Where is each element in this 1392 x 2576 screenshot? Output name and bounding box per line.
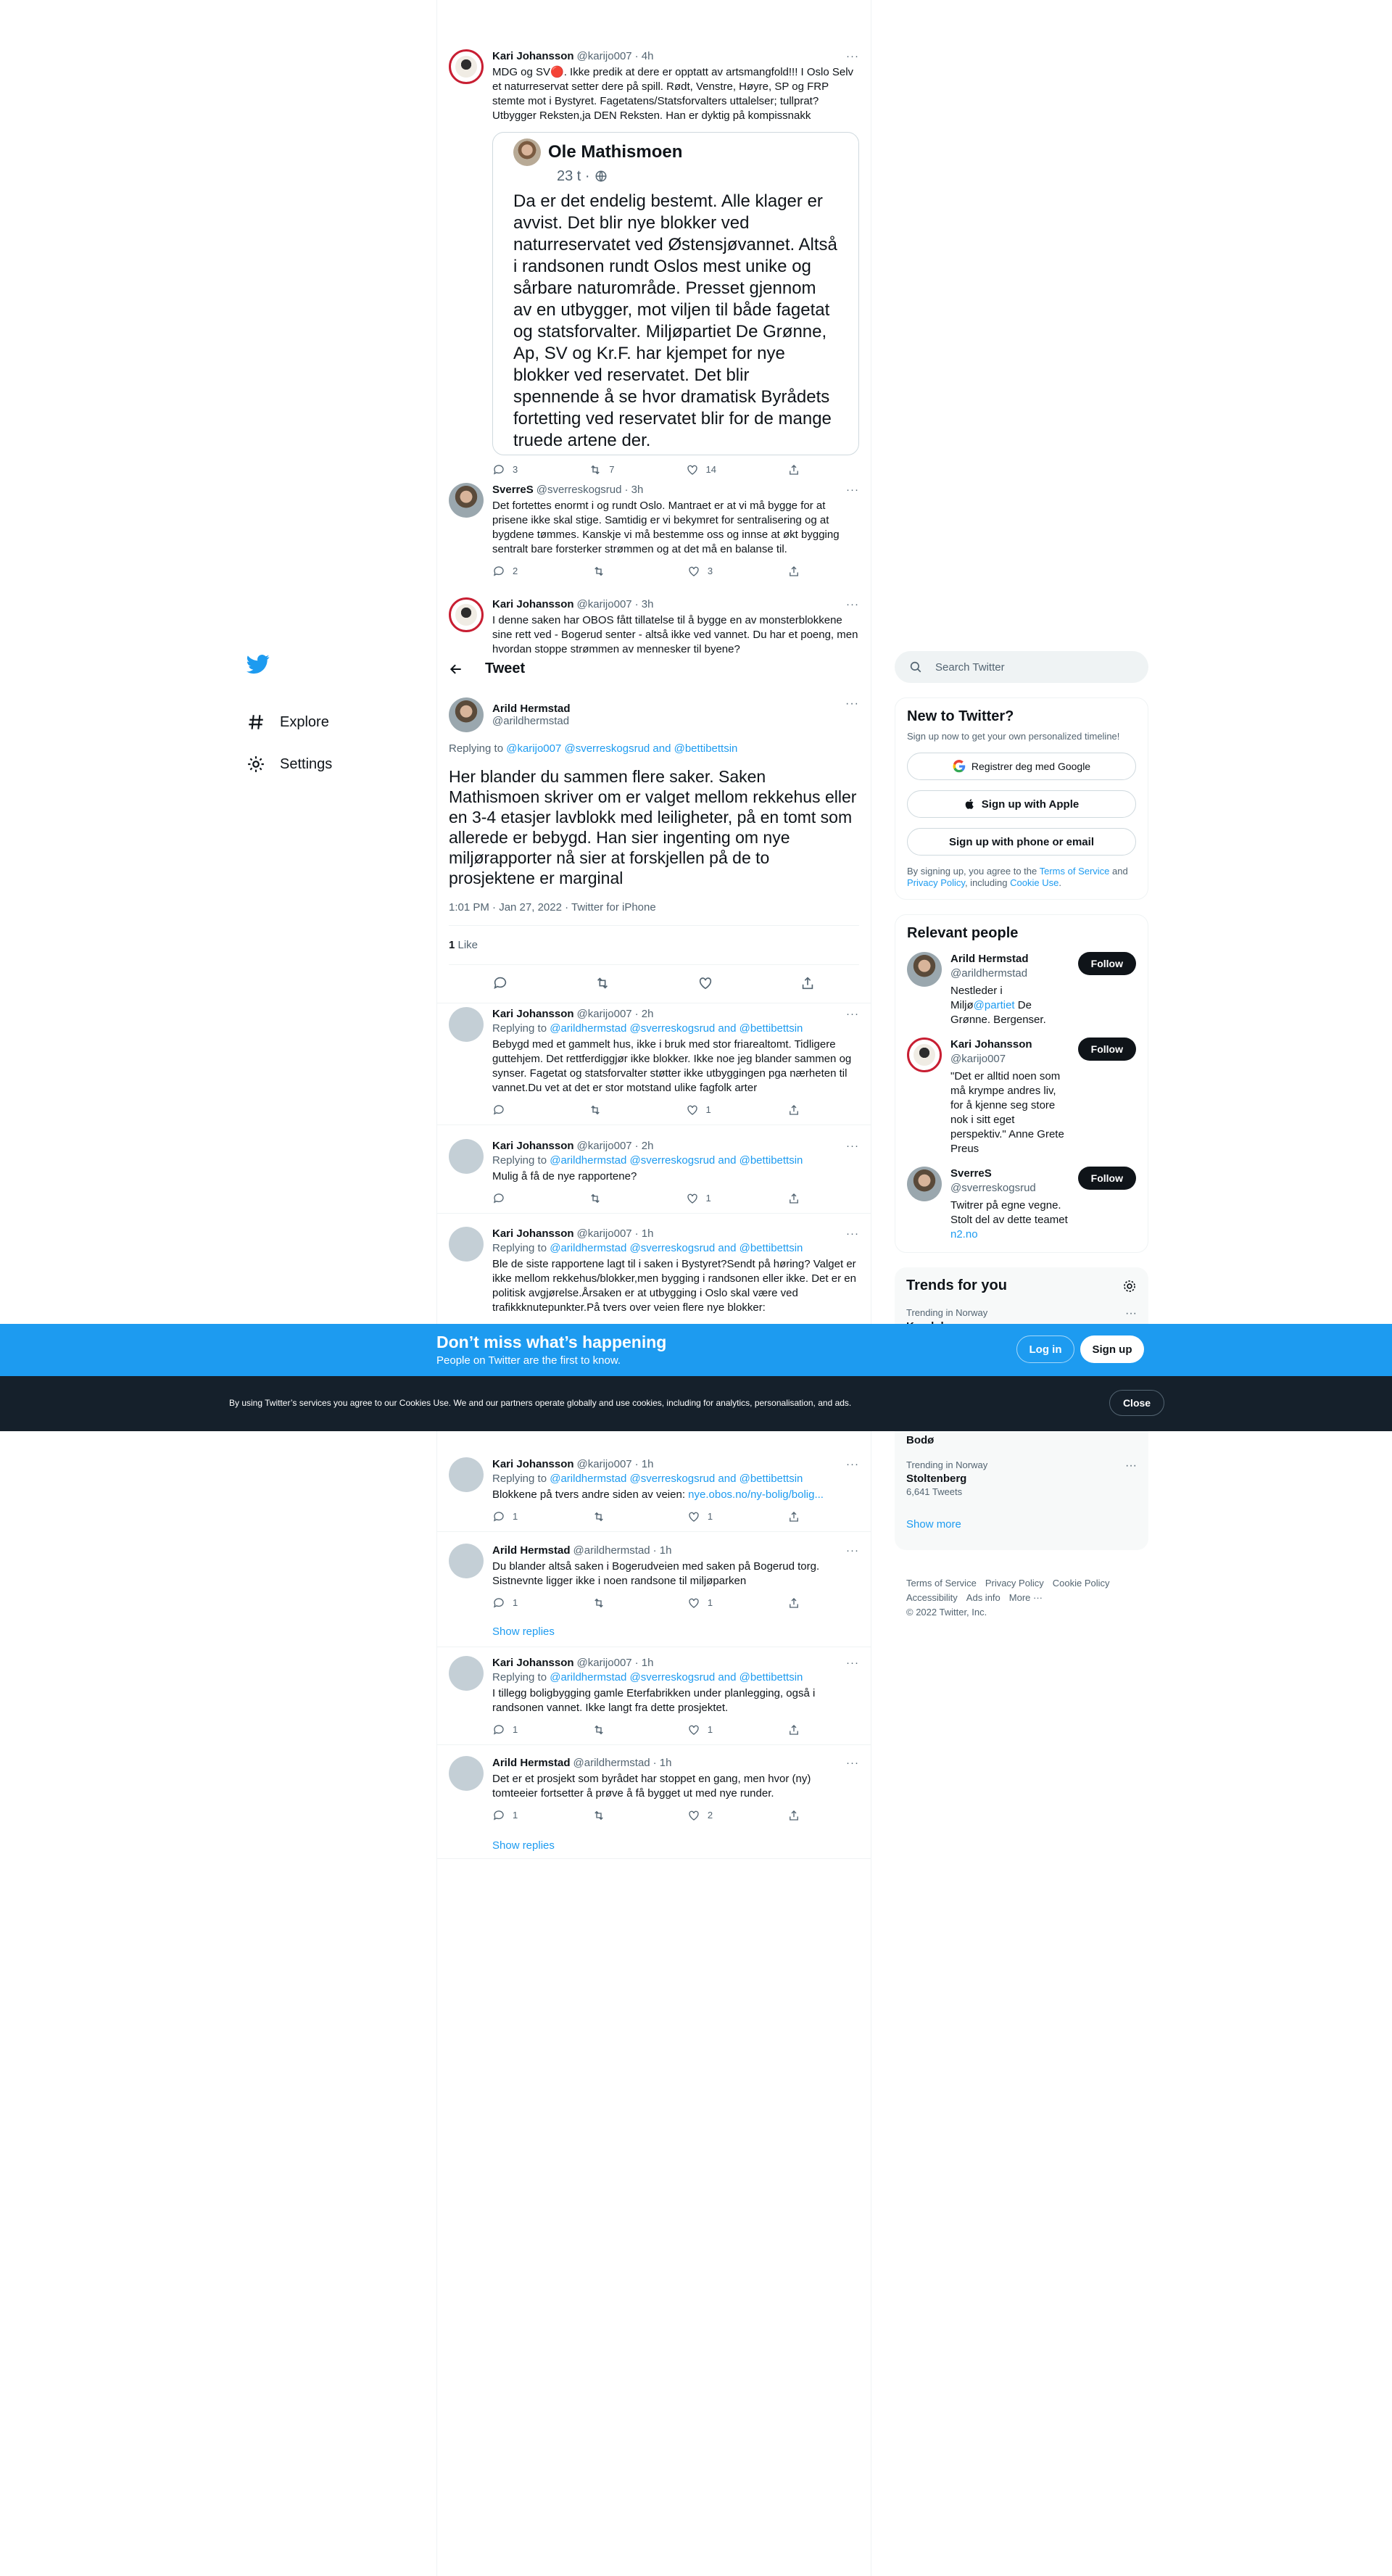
- author-handle[interactable]: @karijo007: [576, 598, 632, 610]
- person-name[interactable]: Kari Johansson: [950, 1038, 1032, 1051]
- share-icon: [787, 1809, 800, 1822]
- trend-context: Trending in Norway: [906, 1459, 988, 1470]
- author-name[interactable]: Kari Johansson: [492, 1657, 574, 1669]
- retweet-icon: [592, 1809, 605, 1822]
- author-handle[interactable]: @karijo007: [576, 1140, 632, 1152]
- nav-explore-label: Explore: [280, 713, 329, 730]
- like-button[interactable]: [686, 1103, 711, 1117]
- author-name[interactable]: Arild Hermstad: [492, 1757, 571, 1769]
- apple-signup-label: Sign up with Apple: [981, 798, 1080, 811]
- retweet-button[interactable]: [592, 1808, 613, 1823]
- person-bio: Nestleder i Miljø: [950, 985, 1003, 1011]
- reply-button[interactable]: [492, 1509, 518, 1524]
- tweet-time[interactable]: · 1h: [634, 1657, 654, 1669]
- like-count: 14: [705, 464, 716, 475]
- share-icon: [787, 1510, 800, 1523]
- author-handle[interactable]: @karijo007: [576, 1227, 632, 1240]
- heart-icon: [687, 1596, 700, 1610]
- gear-icon[interactable]: [1122, 1279, 1137, 1293]
- heart-icon: [687, 565, 700, 578]
- avatar[interactable]: [449, 697, 484, 732]
- tweet-text: Ble de siste rapportene lagt til i saken i Bystyret?Sendt på høring? Valget er ikke mellom rekkehus/blokker,men bygging i randsonen eller ikke. Det er en politisk avgjørelse.Årsaken er at utbygging i Oslo skal være ved trafikkknutepunkter.På tvers over veien flere nye blokker:: [492, 1258, 856, 1314]
- person-bio: Twitrer på egne vegne. Stolt del av dette teamet: [950, 1199, 1068, 1226]
- more-icon[interactable]: ···: [846, 1544, 859, 1557]
- replying-to-links[interactable]: @karijo007 @sverreskogsrud and @bettibettsin: [506, 742, 738, 755]
- reply-icon: [492, 1596, 505, 1610]
- panel-title: Trends for you: [906, 1277, 1007, 1293]
- author-handle[interactable]: @arildhermstad: [573, 1544, 650, 1557]
- google-icon: [953, 760, 966, 773]
- share-icon[interactable]: [800, 975, 816, 991]
- terms-text: .: [1058, 877, 1061, 888]
- footer-link[interactable]: Terms of Service: [906, 1578, 977, 1589]
- like-count: 3: [707, 566, 713, 576]
- divider: [437, 1858, 871, 1859]
- avatar[interactable]: [449, 1007, 484, 1042]
- replying-to-links[interactable]: @arildhermstad @sverreskogsrud and @bettibettsin: [550, 1671, 803, 1683]
- globe-icon: [594, 170, 608, 183]
- more-icon[interactable]: ···: [846, 598, 859, 610]
- tweet-time[interactable]: · 2h: [634, 1008, 654, 1020]
- share-button[interactable]: [787, 1103, 800, 1117]
- trend-context: Trending in Norway: [906, 1307, 988, 1318]
- retweet-button[interactable]: [589, 1103, 609, 1117]
- bio-link[interactable]: n2.no: [950, 1228, 978, 1241]
- reply-icon[interactable]: [492, 975, 508, 991]
- person-card[interactable]: [907, 1167, 1136, 1242]
- nav-settings[interactable]: [246, 743, 420, 785]
- tweet-text: Det er et prosjekt som byrådet har stoppet en gang, men hvor (ny) tomteeier fortsetter å prøve å få bygget ut med nye runder.: [492, 1773, 811, 1800]
- share-icon: [787, 1723, 800, 1736]
- show-replies-link[interactable]: Show replies: [492, 1839, 555, 1852]
- relevant-people-panel: [895, 914, 1148, 1253]
- hashtag-icon: [246, 713, 265, 732]
- more-icon[interactable]: ···: [846, 1458, 859, 1470]
- reply-tweet[interactable]: Kari Johansson @karijo007 · 1h ··· Replying to @arildhermstad @sverreskogsrud and @bettibettsin Blokkene på tvers andre siden av veien: nye.obos.no/ny-bolig/bolig... 1 1: [437, 1449, 871, 1532]
- tweet-text: Blokkene på tvers andre siden av veien:: [492, 1488, 689, 1501]
- thread-tweet[interactable]: [437, 41, 871, 484]
- tweet-time[interactable]: · 4h: [634, 50, 654, 62]
- panel-title: New to Twitter?: [907, 708, 1014, 724]
- replying-to-links[interactable]: @arildhermstad @sverreskogsrud and @bettibettsin: [550, 1242, 803, 1254]
- share-button[interactable]: [787, 1509, 800, 1524]
- author-name[interactable]: Kari Johansson: [492, 598, 574, 610]
- retweet-icon: [592, 1510, 605, 1523]
- reply-count: 1: [513, 1724, 518, 1735]
- trends-panel-continued: [895, 1431, 1148, 1550]
- like-count: 1: [707, 1511, 713, 1522]
- author-handle[interactable]: @arildhermstad: [573, 1757, 650, 1769]
- person-card[interactable]: [907, 952, 1136, 1027]
- nav-explore[interactable]: [246, 701, 420, 743]
- google-signup-button[interactable]: [907, 753, 1136, 780]
- retweet-button[interactable]: [592, 1723, 613, 1737]
- heart-icon: [687, 1723, 700, 1736]
- retweet-button[interactable]: [592, 1596, 613, 1610]
- share-button[interactable]: [787, 1191, 800, 1206]
- tweet-text: Bebygd med et gammelt hus, ikke i bruk med stor friarealtomt. Tidligere gutteh​jem. Det rettferdiggjør ikke blokker. Ikke noe jeg blander sammen og synser. Fagetat og statsforvalter støtter ikke utbyggingen pga nærheten til vannet.Du vet at det er stor motstand ulike fagfolk arter: [492, 1038, 852, 1094]
- tweet-meta[interactable]: 1:01 PM · Jan 27, 2022 · Twitter for iPhone: [449, 901, 859, 926]
- person-name[interactable]: SverreS: [950, 1167, 992, 1180]
- heart-icon[interactable]: [697, 975, 713, 991]
- retweet-count: 7: [609, 464, 615, 475]
- retweet-icon: [592, 565, 605, 578]
- show-replies-link[interactable]: Show replies: [492, 1625, 555, 1638]
- footer-link[interactable]: Cookie Policy: [1052, 1578, 1110, 1589]
- avatar[interactable]: [907, 1038, 942, 1072]
- more-icon[interactable]: ···: [846, 484, 859, 496]
- heart-icon: [687, 1809, 700, 1822]
- tweet-text: MDG og SV🔴. Ikke predik at dere er opptatt av artsmangfold!!! I Oslo Selv et naturreservat setter dere på spill. Rødt, Venstre, Høyre, SP og FRP stemte mot i Bystyret. Fagetatens/Statsforvalters uttalelser; tullprat? Utbygger Reksten,ja DEN Reksten. Han er dyktig på kompissnakk: [492, 66, 854, 122]
- quote-tweet[interactable]: [492, 132, 859, 455]
- tweet-link[interactable]: nye.obos.no/ny-bolig/bolig...: [688, 1488, 824, 1501]
- like-count: 1: [707, 1724, 713, 1735]
- reply-icon: [492, 565, 505, 578]
- author-name[interactable]: Arild Hermstad: [492, 1544, 571, 1557]
- avatar[interactable]: [449, 1544, 484, 1578]
- banner-subtitle: People on Twitter are the first to know.: [436, 1354, 621, 1367]
- banner-title: Don’t miss what’s happening: [436, 1333, 667, 1351]
- tweet-time[interactable]: · 2h: [634, 1140, 654, 1152]
- heart-icon: [686, 1103, 699, 1117]
- reply-icon: [492, 1723, 505, 1736]
- like-button[interactable]: [687, 564, 713, 579]
- like-button[interactable]: [686, 1191, 711, 1206]
- replying-to-links[interactable]: @arildhermstad @sverreskogsrud and @bettibettsin: [550, 1154, 803, 1167]
- reply-tweet[interactable]: [437, 1535, 871, 1618]
- footer-links: [895, 1576, 1148, 1620]
- avatar[interactable]: [449, 483, 484, 518]
- reply-icon: [492, 1510, 505, 1523]
- likes-summary[interactable]: [449, 926, 859, 965]
- tweet-text: Du blander altså saken i Bogerudveien med saken på Bogerud torg. Sistnevnte ligger ikke i noen randsone til miljøparken: [492, 1560, 820, 1587]
- replying-prefix: Replying to: [449, 742, 507, 755]
- panel-subtitle: Sign up now to get your own personalized timeline!: [907, 731, 1120, 742]
- reply-count: 2: [513, 566, 518, 576]
- heart-icon: [686, 1192, 699, 1205]
- tweet-time[interactable]: · 1h: [652, 1544, 672, 1557]
- replying-to-links[interactable]: @arildhermstad @sverreskogsrud and @bettibettsin: [550, 1022, 803, 1035]
- replying-to-links[interactable]: @arildhermstad @sverreskogsrud and @bettibettsin: [550, 1473, 803, 1485]
- more-icon[interactable]: ···: [846, 1140, 859, 1152]
- search-icon: [909, 660, 922, 674]
- author-name[interactable]: SverreS: [492, 484, 534, 496]
- reply-button[interactable]: [492, 1723, 518, 1737]
- footer-link[interactable]: Accessibility: [906, 1592, 958, 1603]
- more-icon[interactable]: ···: [846, 1657, 859, 1669]
- search-box[interactable]: [895, 651, 1148, 683]
- avatar[interactable]: [449, 49, 484, 84]
- more-icon[interactable]: ···: [1125, 1307, 1137, 1320]
- more-icon[interactable]: ···: [846, 1008, 859, 1020]
- quote-avatar: [513, 138, 541, 166]
- like-count: 1: [705, 1193, 711, 1204]
- left-nav: [246, 653, 420, 785]
- avatar[interactable]: [449, 1756, 484, 1791]
- new-to-twitter-panel: [895, 697, 1148, 900]
- quote-author-name: Ole Mathismoen: [548, 142, 683, 162]
- like-button[interactable]: [687, 1509, 713, 1524]
- reply-button[interactable]: [492, 564, 518, 579]
- tweet-text: Her blander du sammen flere saker. Saken Mathismoen skriver om er valget mellom rekkehus eller en 3-4 etasjer lavblokk med leiligheter, på en tomt som allerede er bebygd. Han sier ingenting om nye miljørapporter nå sier at forskjellen på de to prosjektene er marginal: [449, 767, 857, 887]
- like-button[interactable]: [687, 1723, 713, 1737]
- reply-count: 1: [513, 1597, 518, 1608]
- author-handle[interactable]: @karijo007: [576, 1458, 632, 1470]
- reply-icon: [492, 1103, 505, 1117]
- reply-tweet[interactable]: [437, 1747, 871, 1830]
- avatar[interactable]: [907, 1167, 942, 1201]
- right-sidebar: [895, 651, 1148, 1343]
- close-cookie-button[interactable]: Close: [1109, 1390, 1164, 1416]
- retweet-icon: [589, 1192, 602, 1205]
- reply-count: 3: [513, 464, 518, 475]
- avatar[interactable]: [449, 1457, 484, 1492]
- quote-time: 23 t ·: [557, 168, 590, 184]
- like-count: 1: [705, 1104, 711, 1115]
- person-handle[interactable]: @sverreskogsrud: [950, 1182, 1036, 1194]
- author-name[interactable]: Kari Johansson: [492, 50, 574, 62]
- person-bio: "Det er alltid noen som må krympe andres liv, for å kjenne seg store nok i sitt eget perspektiv." Anne Grete Preus: [950, 1070, 1064, 1155]
- more-icon[interactable]: ···: [1125, 1459, 1137, 1472]
- tweet-text: Mulig å få de nye rapportene?: [492, 1170, 637, 1183]
- retweet-icon: [592, 1596, 605, 1610]
- tweet-time[interactable]: · 1h: [634, 1227, 654, 1240]
- privacy-link[interactable]: Privacy Policy: [907, 877, 965, 888]
- like-count: 2: [707, 1810, 713, 1821]
- reply-icon: [492, 1809, 505, 1822]
- tweet-text: I tillegg boligbygging gamle Eterfabrikken under planlegging, også i randsonen vannet. Ikke langt fra dette prosjektet.: [492, 1687, 816, 1714]
- tweet-text: Det fortettes enormt i og rundt Oslo. Mantraet er at vi må bygge for at prisene ikke skal stige. Samtidig er vi bekymret for sentralisering og at bygdene tømmes. Kanskje vi må bestemme oss og innse at økt bygging sentralt bare forsterker strømmen og at det må en balanse til.: [492, 500, 840, 555]
- login-button[interactable]: Log in: [1016, 1335, 1074, 1363]
- nav-settings-label: Settings: [280, 755, 333, 772]
- share-button[interactable]: [787, 1723, 800, 1737]
- follow-button[interactable]: Follow: [1078, 1038, 1136, 1061]
- reply-button[interactable]: [492, 1191, 513, 1206]
- signup-banner: [0, 1324, 1392, 1376]
- author-name[interactable]: Kari Johansson: [492, 1227, 574, 1240]
- terms-text: By signing up, you agree to the: [907, 866, 1040, 877]
- person-bio: De Grønne. Bergenser.: [950, 999, 1046, 1026]
- tweet-text: I denne saken har OBOS fått tillatelse til å bygge en av monsterblokkene sine rett ved - Bogerud senter - altså ikke ved vannet. Du har et poeng, men hvordan stoppe strømmen av mennesker til byene?: [492, 614, 858, 655]
- footer-link[interactable]: Privacy Policy: [985, 1578, 1044, 1589]
- reply-tweet[interactable]: Kari Johansson @karijo007 · 1h ··· Replying to @arildhermstad @sverreskogsrud and @bettibettsin Ble de siste rapportene lagt til i saken i Bystyret?Sendt på høring? Valget er ikke mellom rekkehus/blokker,men bygging i randsonen eller ikke. Det er en politisk avgjørelse.Årsaken er at utbygging i Oslo skal være ved trafikkknutepunkter.På tvers over veien flere nye blokker:: [437, 1218, 871, 1324]
- reply-count: 1: [513, 1511, 518, 1522]
- panel-title: Relevant people: [907, 925, 1019, 941]
- reply-button[interactable]: [492, 1808, 518, 1823]
- tweet-header: [437, 650, 871, 688]
- like-button[interactable]: [687, 1808, 713, 1823]
- phone-signup-label: Sign up with phone or email: [948, 835, 1094, 848]
- avatar[interactable]: [449, 1656, 484, 1691]
- author-name[interactable]: Kari Johansson: [492, 1458, 574, 1470]
- tweet-time[interactable]: · 3h: [634, 598, 654, 610]
- search-placeholder: Search Twitter: [935, 660, 1005, 674]
- signup-terms: [907, 866, 1136, 889]
- author-name[interactable]: Kari Johansson: [492, 1140, 574, 1152]
- terms-text: , including: [964, 877, 1011, 888]
- reply-icon: [492, 1192, 505, 1205]
- reply-button[interactable]: [492, 1596, 518, 1610]
- heart-icon: [687, 1510, 700, 1523]
- signup-button[interactable]: Sign up: [1080, 1335, 1144, 1363]
- share-icon: [787, 1192, 800, 1205]
- author-handle[interactable]: @karijo007: [576, 50, 632, 62]
- author-handle[interactable]: @karijo007: [576, 1008, 632, 1020]
- author-handle[interactable]: @sverreskogsrud: [536, 484, 622, 496]
- show-more-link[interactable]: Show more: [906, 1518, 961, 1531]
- reply-tweet[interactable]: Kari Johansson @karijo007 · 2h ··· Replying to @arildhermstad @sverreskogsrud and @bettibettsin Mulig å få de nye rapportene? 1: [437, 1130, 871, 1214]
- avatar[interactable]: [449, 1227, 484, 1262]
- follow-button[interactable]: Follow: [1078, 952, 1136, 975]
- trend-item[interactable]: [906, 1459, 1137, 1498]
- more-icon[interactable]: ···: [846, 50, 859, 62]
- terms-text: and: [1109, 866, 1128, 877]
- google-signup-label: Registrer deg med Google: [971, 761, 1091, 772]
- trend-count: 6,641 Tweets: [906, 1486, 963, 1497]
- person-card[interactable]: [907, 1038, 1136, 1156]
- footer-link[interactable]: More ···: [1008, 1592, 1043, 1603]
- footer-link[interactable]: Ads info: [966, 1592, 1000, 1603]
- person-handle[interactable]: @arildhermstad: [950, 967, 1028, 980]
- tweet-time[interactable]: · 1h: [652, 1757, 672, 1769]
- retweet-icon: [592, 1723, 605, 1736]
- avatar[interactable]: [449, 597, 484, 632]
- share-button[interactable]: [787, 564, 800, 579]
- retweet-button[interactable]: [589, 1191, 609, 1206]
- tweet-time[interactable]: · 1h: [634, 1458, 654, 1470]
- share-icon: [787, 1596, 800, 1610]
- focused-tweet: [437, 689, 871, 1003]
- thread-tweet[interactable]: [437, 589, 871, 655]
- like-count: 1: [707, 1597, 713, 1608]
- author-handle[interactable]: @karijo007: [576, 1657, 632, 1669]
- thread-tweet[interactable]: [437, 474, 871, 586]
- share-button[interactable]: [787, 1808, 800, 1823]
- reply-button[interactable]: [492, 1103, 513, 1117]
- apple-signup-button[interactable]: [907, 790, 1136, 818]
- trend-name: Stoltenberg: [906, 1473, 967, 1485]
- person-handle[interactable]: @karijo007: [950, 1053, 1006, 1065]
- reply-tweet[interactable]: Kari Johansson @karijo007 · 1h ··· Replying to @arildhermstad @sverreskogsrud and @bettibettsin I tillegg boligbygging gamle Eterfabrikken under planlegging, også i randsonen vannet. Ikke langt fra dette prosjektet. 1 1: [437, 1647, 871, 1745]
- share-icon: [787, 1103, 800, 1117]
- author-name[interactable]: Kari Johansson: [492, 1008, 574, 1020]
- retweet-button[interactable]: [592, 564, 613, 579]
- terms-link[interactable]: Terms of Service: [1039, 866, 1110, 877]
- quote-text: Da er det endelig bestemt. Alle klager er avvist. Det blir nye blokker ved naturreservatet ved Østensjøvannet. Altså i randsonen rundt Oslos mest unike og sårbare naturområde. Presset gjennom av en utbygger, mot viljen til både fagetat og statsforvalter. Miljøpartiet De Grønne, Ap, SV og Kr.F. har kjempet for nye blokker ved reservatet. Det blir spennende å se hvor dramatisk Byrådets fortetting ved reservatet blir for de mange truede artene der.: [513, 191, 837, 450]
- cookie-bar: [0, 1376, 1392, 1431]
- reply-count: 1: [513, 1810, 518, 1821]
- phone-email-signup-button[interactable]: [907, 828, 1136, 856]
- retweet-icon[interactable]: [594, 975, 610, 991]
- trend-item[interactable]: [906, 1434, 1137, 1446]
- twitter-logo-icon[interactable]: [246, 653, 270, 676]
- cookie-use-link[interactable]: Cookie Use: [1010, 877, 1059, 888]
- apple-icon: [964, 798, 976, 811]
- more-icon[interactable]: ···: [845, 697, 859, 710]
- gear-icon: [246, 755, 265, 774]
- trend-name: Bodø: [906, 1434, 935, 1446]
- like-button[interactable]: [687, 1596, 713, 1610]
- person-name[interactable]: Arild Hermstad: [950, 953, 1029, 965]
- back-arrow-icon[interactable]: [449, 662, 463, 676]
- share-icon: [787, 565, 800, 578]
- more-icon[interactable]: ···: [846, 1757, 859, 1769]
- copyright: © 2022 Twitter, Inc.: [906, 1607, 987, 1618]
- retweet-icon: [589, 1103, 602, 1117]
- retweet-button[interactable]: [592, 1509, 613, 1524]
- tweet-time[interactable]: · 3h: [624, 484, 644, 496]
- likes-label: Like: [455, 939, 478, 951]
- author-handle[interactable]: @arildhermstad: [492, 715, 570, 727]
- more-icon[interactable]: ···: [846, 1227, 859, 1240]
- reply-tweet[interactable]: Kari Johansson @karijo007 · 2h ··· Replying to @arildhermstad @sverreskogsrud and @bettibettsin Bebygd med et gammelt hus, ikke i bruk med stor friarealtomt. Tidligere gutteh​jem. Det rettferdiggjør ikke blokker. Ikke noe jeg blander sammen og synser. Fagetat og statsforvalter støtter ikke utbyggingen pga nærheten til vannet.Du vet at det er stor motstand ulike fagfolk arter 1: [437, 998, 871, 1125]
- follow-button[interactable]: Follow: [1078, 1167, 1136, 1190]
- author-name[interactable]: Arild Hermstad: [492, 703, 571, 715]
- share-button[interactable]: [787, 1596, 800, 1610]
- cookie-text: By using Twitter’s services you agree to our Cookies Use. We and our partners operate globally and use cookies, including for analytics, personalisation, and ads.: [229, 1398, 852, 1408]
- avatar[interactable]: [449, 1139, 484, 1174]
- avatar[interactable]: [907, 952, 942, 987]
- bio-link[interactable]: @partiet: [973, 999, 1015, 1011]
- likes-count: 1: [449, 939, 455, 951]
- page-title: Tweet: [485, 660, 526, 676]
